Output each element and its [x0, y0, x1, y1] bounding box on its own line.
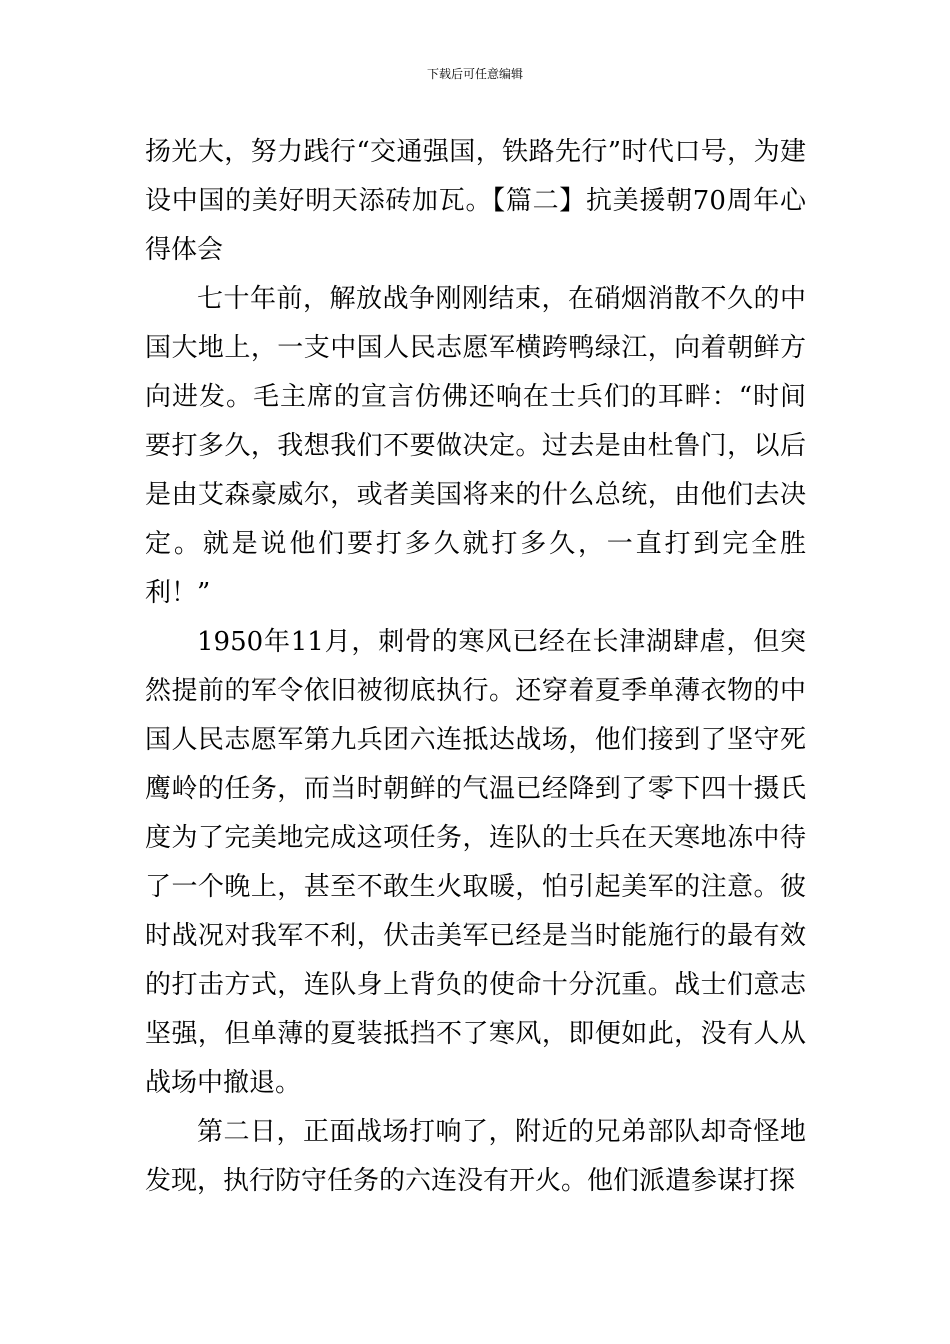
paragraph-4: 第二日，正面战场打响了，附近的兄弟部队却奇怪地发现，执行防守任务的六连没有开火。他们派遣参谋打探 — [145, 1117, 806, 1196]
paragraph-2: 七十年前，解放战争刚刚结束，在硝烟消散不久的中国大地上，一支中国人民志愿军横跨鸭绿江，向着朝鲜方向进发。毛主席的宣言仿佛还响在士兵们的耳畔：“时间要打多久，我想我们不要做决定。过去是由杜鲁门，以后是由艾森豪威尔，或者美国将来的什么总统，由他们去决定。就是说他们要打多久就打多久，一直打到完全胜利！” — [145, 284, 806, 608]
page-header: 下载后可任意编辑 — [426, 67, 523, 81]
document-body — [145, 128, 806, 1206]
paragraph-1: 扬光大，努力践行“交通强国，铁路先行”时代口号，为建设中国的美好明天添砖加瓦。【篇二】抗美援朝70周年心得体会 — [145, 137, 806, 265]
paragraph-3: 1950年11月，刺骨的寒风已经在长津湖肆虐，但突然提前的军令依旧被彻底执行。还穿着夏季单薄衣物的中国人民志愿军第九兵团六连抵达战场，他们接到了坚守死鹰岭的任务，而当时朝鲜的气温已经降到了零下四十摄氏度为了完美地完成这项任务，连队的士兵在天寒地冻中待了一个晚上，甚至不敢生火取暖，怕引起美军的注意。彼时战况对我军不利，伏击美军已经是当时能施行的最有效的打击方式，连队身上背负的使命十分沉重。战士们意志坚强，但单薄的夏装抵挡不了寒风，即便如此，没有人从战场中撤退。 — [145, 627, 806, 1098]
